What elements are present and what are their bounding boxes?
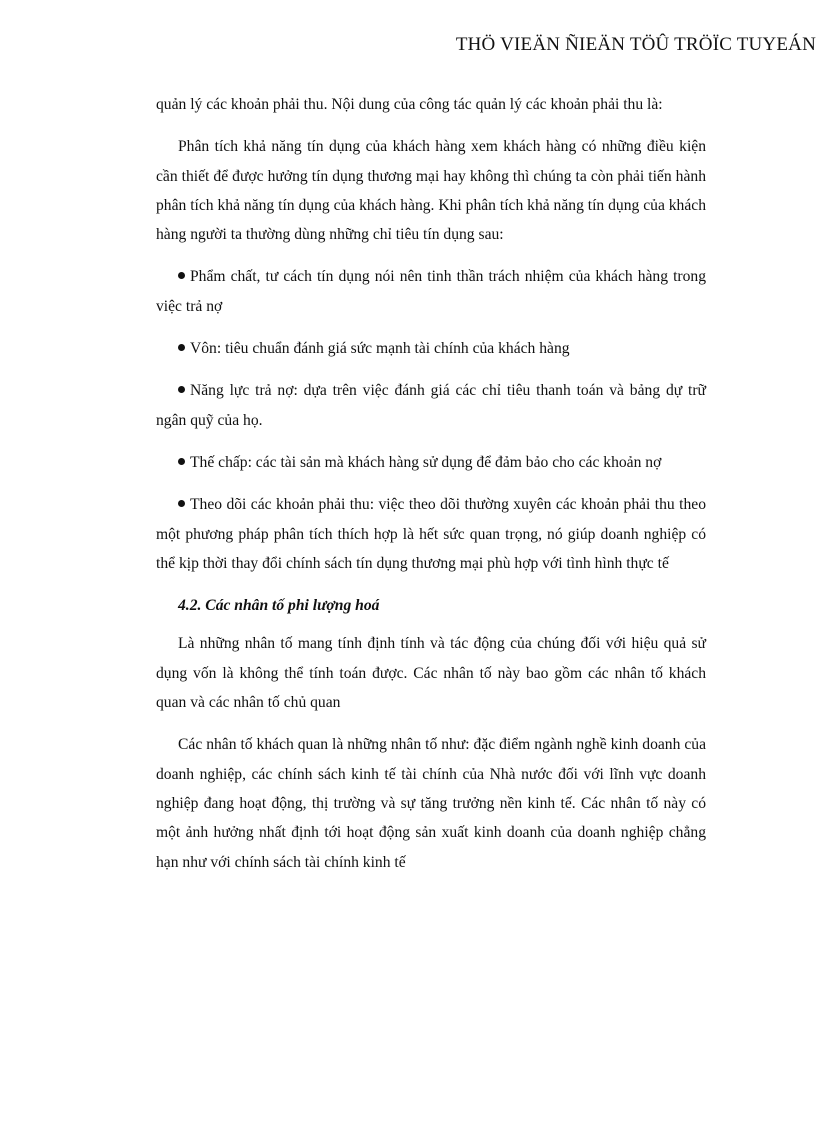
bullet-item	[156, 448, 706, 477]
bullet-text: Năng lực trả nợ: dựa trên việc đánh giá các chỉ tiêu thanh toán và bảng dự trữ ngân quỹ của họ.	[156, 382, 706, 429]
bullet-item	[156, 490, 706, 578]
bullet-text: Theo dõi các khoản phải thu: việc theo dõi thường xuyên các khoản phải thu theo một phương pháp phân tích thích hợp là hết sức quan trọng, nó giúp doanh nghiệp có thể kịp thời thay đổi chính sách tín dụng thương mại phù hợp với tình hình thực tế	[156, 496, 706, 572]
bullet-item	[156, 262, 706, 321]
bullet-icon	[178, 386, 185, 393]
bullet-text: Vôn: tiêu chuẩn đánh giá sức mạnh tài chính của khách hàng	[190, 340, 570, 358]
bullet-item	[156, 376, 706, 435]
bullet-icon	[178, 344, 185, 351]
paragraph: quản lý các khoản phải thu. Nội dung của công tác quản lý các khoản phải thu là:	[156, 96, 663, 113]
bullet-icon	[178, 500, 185, 507]
document-body	[156, 90, 706, 890]
section-heading: 4.2. Các nhân tố phi lượng hoá	[178, 597, 380, 615]
bullet-item	[156, 334, 706, 363]
paragraph: Phân tích khả năng tín dụng của khách hàng xem khách hàng có những điều kiện cần thiết để được hưởng tín dụng thương mại hay không thì chúng ta còn phải tiến hành phân tích khả năng tín dụng của khách hàng. Khi phân tích khả năng tín dụng của khách hàng người ta thường dùng những chỉ tiêu tín dụng sau:	[156, 138, 706, 244]
paragraph: Là những nhân tố mang tính định tính và tác động của chúng đối với hiệu quả sử dụng vốn là không thể tính toán được. Các nhân tố này bao gồm các nhân tố khách quan và các nhân tố chủ quan	[156, 635, 706, 712]
bullet-text: Phẩm chất, tư cách tín dụng nói nên tinh thần trách nhiệm của khách hàng trong việc trả nợ	[156, 268, 706, 315]
page-header: THÖ VIEÄN ÑIEÄN TÖÛ TRÖÏC TUYEÁN	[455, 34, 816, 55]
bullet-text: Thế chấp: các tài sản mà khách hàng sử dụng để đảm bảo cho các khoản nợ	[190, 453, 662, 471]
bullet-icon	[178, 458, 185, 465]
paragraph: Các nhân tố khách quan là những nhân tố như: đặc điểm ngành nghề kinh doanh của doanh nghiệp, các chính sách kinh tế tài chính của Nhà nước đối với lĩnh vực doanh nghiệp đang hoạt động, thị trường và sự tăng trưởng nền kinh tế. Các nhân tố này có một ảnh hưởng nhất định tới hoạt động sản xuất kinh doanh của doanh nghiệp chẳng hạn như với chính sách tài chính kinh tế	[156, 736, 706, 871]
bullet-icon	[178, 272, 185, 279]
